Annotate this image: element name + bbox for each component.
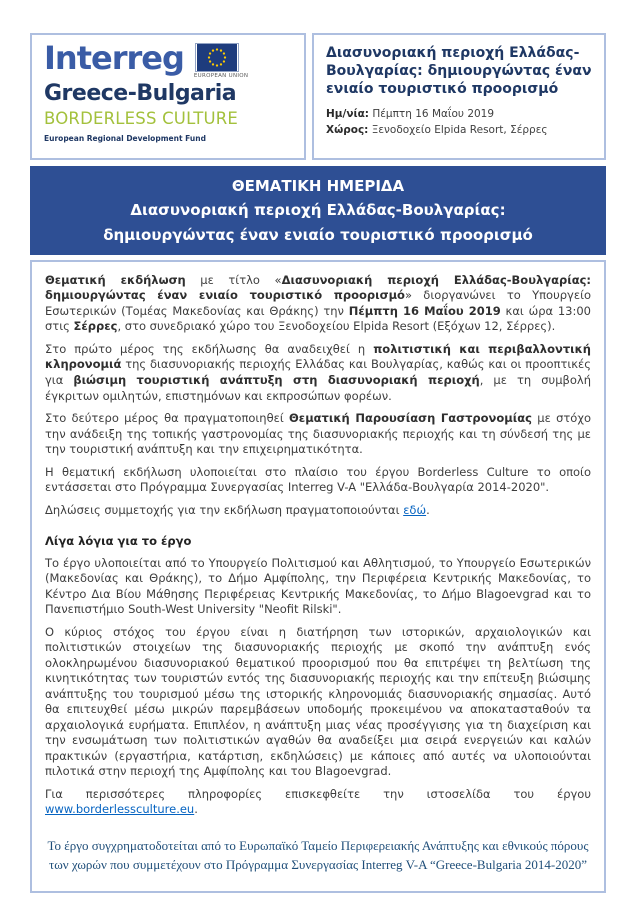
header (30, 33, 606, 160)
website-link[interactable]: www.borderlessculture.eu (45, 802, 195, 817)
text-run: Στο πρώτο μέρος της εκδήλωσης θα αναδειχθεί η (45, 341, 374, 356)
bold-text: Διασυνοριακή περιοχή Ελλάδας-Βουλγαρίας: δημιουργώντας έναν ενιαίο τουριστικό προορισμό (45, 272, 592, 303)
interreg-logo-box (30, 33, 306, 160)
text-run: Δηλώσεις συμμετοχής για την εκδήλωση πραγματοποιούνται (45, 502, 404, 517)
eu-flag-icon (195, 43, 239, 72)
fund-name: European Regional Development Fund (44, 134, 206, 144)
paragraph-partners (45, 556, 591, 618)
bold-text: Θεματική Παρουσίαση Γαστρονομίας (289, 411, 532, 426)
paragraph-more-info (45, 787, 591, 818)
funding-note: Το έργο συγχρηματοδοτείται από το Ευρωπαϊκό Ταμείο Περιφερειακής Ανάπτυξης και εθνικούς πόρους των χωρών που συμμετέχουν στο Πρόγραμμα Συνεργασίας Interreg V-A “Greece-Bulgaria 2014-2020” (47, 837, 589, 873)
banner-line-1: ΘΕΜΑΤΙΚΗ ΗΜΕΡΙΔΑ (231, 177, 405, 195)
logo-top-row (44, 39, 294, 79)
interreg-wordmark: Interreg (44, 39, 184, 77)
venue-label: Χώρος: (326, 123, 369, 136)
text-run: , με τη συμβολή έγκριτων ομιλητών, επιστημόνων και εκπροσώπων φορέων. (45, 372, 592, 403)
text-run: Ο κύριος στόχος του έργου είναι η διατήρηση των ιστορικών, αρχαιολογικών και πολιτιστικών στοιχείων της διασυνοριακής περιοχής με σκοπό την ανάπτυξη ενός ολοκληρωμένου διασυνοριακού θεματικού προορισμού που θα επιτρέψει τη βελτίωση της κινητικότητας των τουριστών εντός της διασυνοριακής περιοχής και την επίτευξη βιώσιμης ανάπτυξης του τουρισμού μέσω της ιστορικής κληρονομιάς διασυνοριακής σημασίας. Αυτό θα επιτευχθεί μέσω μικρών παρεμβάσεων υποδομής προκειμένου να αποκατασταθούν τα αρχαιολογικά ευρήματα. Επιπλέον, η ανάπτυξη μιας νέας προσέγγισης για τη διαχείριση και την ενσωμάτωση των πολιτιστικών αγαθών θα αναδείξει μια σειρά ενεργειών και καλών πρακτικών (εργαστήρια, κατάρτιση, εκδηλώσεις) με κάποιες από αυτές να υλοποιούνται πιλοτικά στην περιοχή της Αμφίπολης και του Blagoevgrad. (45, 624, 591, 779)
text-run: της διασυνοριακής περιοχής Ελλάδας και Βουλγαρίας, καθώς και οι προοπτικές για (45, 357, 591, 387)
bold-text: Θεματική εκδήλωση (45, 272, 186, 287)
text-run: Για περισσότερες πληροφορίες επισκεφθείτε την ιστοσελίδα του έργου (45, 786, 591, 801)
banner-line-2: Διασυνοριακή περιοχή Ελλάδας-Βουλγαρίας: (130, 201, 506, 220)
paragraph-second-part (45, 411, 591, 458)
venue-value: Ξενοδοχείο Elpida Resort, Σέρρες (371, 123, 548, 136)
text-run: με τίτλο « (185, 272, 282, 287)
text-run: . (194, 802, 198, 817)
project-name: BORDERLESS CULTURE (44, 109, 239, 129)
event-date-row (326, 106, 592, 122)
text-run: Η θεματική εκδήλωση υλοποιείται στο πλαίσιο του έργου Borderless Culture το οποίο εντάσσεται στο Πρόγραμμα Συνεργασίας Interreg V-A "Ελλάδα-Βουλγαρία 2014-2020". (45, 464, 591, 495)
text-run: και ώρα 13:00 στις (45, 303, 592, 334)
text-run: με στόχο την ανάδειξη της τοπικής γαστρονομίας της διασυνοριακής περιοχής και τη σύνδεσή της με την τουριστική ανάπτυξη και την επιχειρηματικότητα. (45, 411, 591, 457)
bold-text: βιώσιμη τουριστική ανάπτυξη στη διασυνοριακή περιοχή (73, 372, 480, 387)
registration-link[interactable]: εδώ (403, 502, 427, 517)
body-content-box (30, 260, 606, 893)
event-banner (30, 166, 606, 255)
bold-text: Σέρρες (73, 319, 118, 334)
bold-text: πολιτιστική και περιβαλλοντική κληρονομιά (45, 341, 591, 372)
paragraph-registration (45, 503, 591, 519)
banner-line-3: δημιουργώντας έναν ενιαίο τουριστικό προορισμό (103, 225, 533, 244)
event-meta (326, 106, 592, 139)
paragraph-intro (45, 273, 591, 335)
text-run: Το έργο υλοποιείται από το Υπουργείο Πολιτισμού και Αθλητισμού, το Υπουργείο Εσωτερικών (Μακεδονίας και Θράκης), το Δήμο Αμφίπολης, την Περιφέρεια Κεντρικής Μακεδονίας, το Κέντρο Δια Βίου Μάθησης Περιφέρειας Κεντρικής Μακεδονίας, το Δήμο Blagoevgrad και το Πανεπιστήμιο South-West University "Neofit Rilski". (45, 555, 591, 617)
text-run: , στο συνεδριακό χώρο του Ξενοδοχείου Elpida Resort (Εξόχων 12, Σέρρες). (117, 319, 556, 334)
text-run: Στο δεύτερο μέρος θα πραγματοποιηθεί (45, 411, 290, 426)
event-title: Διασυνοριακή περιοχή Ελλάδας-Βουλγαρίας: δημιουργώντας έναν ενιαίο τουριστικό προορισμό (326, 45, 592, 97)
text-run: . (426, 502, 430, 517)
event-venue-row (326, 122, 592, 138)
eu-flag (193, 43, 249, 79)
bold-text: Πέμπτη 16 Μαΐου 2019 (348, 303, 501, 318)
date-label: Ημ/νία: (326, 107, 370, 120)
eu-union-label: EUROPEAN UNION (193, 73, 249, 79)
paragraph-first-part (45, 342, 591, 404)
date-value: Πέμπτη 16 Μαΐου 2019 (372, 107, 495, 120)
event-info-box (312, 33, 606, 160)
program-name: Greece-Bulgaria (44, 81, 237, 106)
text-run: » διοργανώνει το Υπουργείο Εσωτερικών (Τομέας Μακεδονίας και Θράκης) την (45, 288, 592, 318)
paragraph-objective (45, 625, 591, 780)
about-project-heading: Λίγα λόγια για το έργο (45, 534, 192, 549)
paragraph-framework (45, 465, 591, 496)
